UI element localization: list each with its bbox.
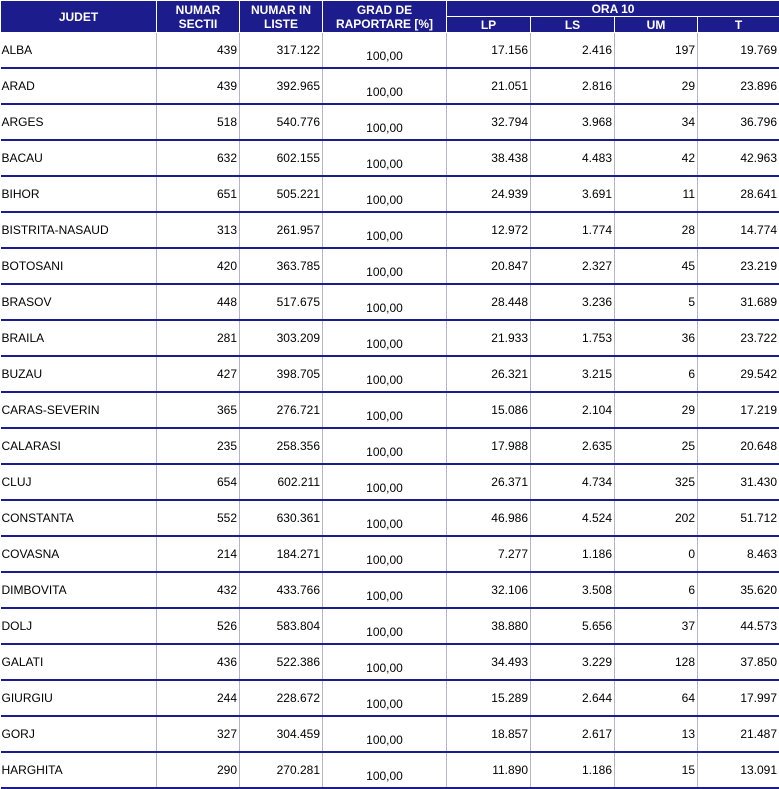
cell-lp: 21.051 [447, 68, 531, 104]
cell-grad-raportare: 100,00 [323, 680, 447, 716]
cell-lp: 38.438 [447, 140, 531, 176]
cell-t: 51.712 [698, 500, 779, 536]
cell-grad-raportare: 100,00 [323, 716, 447, 752]
cell-judet: CARAS-SEVERIN [1, 392, 157, 428]
cell-lp: 12.972 [447, 212, 531, 248]
cell-um: 37 [615, 608, 698, 644]
cell-lp: 11.890 [447, 752, 531, 788]
table-row [1, 33, 779, 69]
table-row [1, 428, 779, 464]
cell-ls: 4.483 [531, 140, 615, 176]
cell-grad-raportare: 100,00 [323, 104, 447, 140]
cell-lp: 26.321 [447, 356, 531, 392]
cell-ls: 1.186 [531, 536, 615, 572]
cell-grad-raportare: 100,00 [323, 33, 447, 69]
cell-judet: ARAD [1, 68, 157, 104]
cell-grad-raportare: 100,00 [323, 644, 447, 680]
table-row [1, 608, 779, 644]
cell-um: 6 [615, 572, 698, 608]
cell-judet: ALBA [1, 33, 157, 69]
cell-numar-sectii: 439 [157, 33, 240, 69]
cell-numar-sectii: 214 [157, 536, 240, 572]
cell-judet: BOTOSANI [1, 248, 157, 284]
cell-grad-raportare: 100,00 [323, 536, 447, 572]
table-row [1, 356, 779, 392]
cell-ls: 2.416 [531, 33, 615, 69]
cell-t: 42.963 [698, 140, 779, 176]
cell-numar-liste: 317.122 [240, 33, 323, 69]
cell-numar-liste: 304.459 [240, 716, 323, 752]
cell-numar-liste: 228.672 [240, 680, 323, 716]
cell-judet: GORJ [1, 716, 157, 752]
cell-numar-liste: 540.776 [240, 104, 323, 140]
cell-lp: 15.289 [447, 680, 531, 716]
cell-lp: 17.156 [447, 33, 531, 69]
cell-numar-sectii: 327 [157, 716, 240, 752]
cell-numar-sectii: 244 [157, 680, 240, 716]
cell-um: 6 [615, 356, 698, 392]
cell-lp: 26.371 [447, 464, 531, 500]
table-row [1, 644, 779, 680]
cell-um: 25 [615, 428, 698, 464]
cell-um: 45 [615, 248, 698, 284]
cell-judet: DIMBOVITA [1, 572, 157, 608]
cell-numar-sectii: 420 [157, 248, 240, 284]
cell-um: 11 [615, 176, 698, 212]
cell-grad-raportare: 100,00 [323, 68, 447, 104]
cell-um: 42 [615, 140, 698, 176]
cell-ls: 3.968 [531, 104, 615, 140]
table-row [1, 716, 779, 752]
cell-lp: 18.857 [447, 716, 531, 752]
cell-numar-sectii: 235 [157, 428, 240, 464]
table-row [1, 284, 779, 320]
cell-grad-raportare: 100,00 [323, 752, 447, 788]
header-ls: LS [531, 17, 615, 33]
cell-t: 31.689 [698, 284, 779, 320]
cell-ls: 1.186 [531, 752, 615, 788]
header-t: T [698, 17, 779, 33]
cell-judet: GALATI [1, 644, 157, 680]
cell-grad-raportare: 100,00 [323, 284, 447, 320]
cell-ls: 1.774 [531, 212, 615, 248]
table-row [1, 464, 779, 500]
cell-lp: 38.880 [447, 608, 531, 644]
cell-ls: 3.508 [531, 572, 615, 608]
cell-ls: 3.229 [531, 644, 615, 680]
cell-um: 13 [615, 716, 698, 752]
cell-numar-liste: 303.209 [240, 320, 323, 356]
cell-judet: CLUJ [1, 464, 157, 500]
table-row [1, 104, 779, 140]
cell-numar-sectii: 436 [157, 644, 240, 680]
cell-judet: BIHOR [1, 176, 157, 212]
cell-lp: 24.939 [447, 176, 531, 212]
cell-lp: 7.277 [447, 536, 531, 572]
cell-judet: CALARASI [1, 428, 157, 464]
cell-t: 36.796 [698, 104, 779, 140]
header-judet: JUDET [1, 1, 157, 33]
cell-judet: BRASOV [1, 284, 157, 320]
table-row [1, 392, 779, 428]
cell-ls: 2.816 [531, 68, 615, 104]
cell-t: 35.620 [698, 572, 779, 608]
cell-t: 28.641 [698, 176, 779, 212]
cell-t: 13.091 [698, 752, 779, 788]
cell-grad-raportare: 100,00 [323, 356, 447, 392]
cell-ls: 2.104 [531, 392, 615, 428]
cell-lp: 28.448 [447, 284, 531, 320]
cell-numar-liste: 602.211 [240, 464, 323, 500]
cell-ls: 5.656 [531, 608, 615, 644]
header-grad-raportare: GRAD DE RAPORTARE [%] [323, 1, 447, 33]
table-body [1, 33, 779, 789]
cell-numar-liste: 258.356 [240, 428, 323, 464]
cell-lp: 20.847 [447, 248, 531, 284]
cell-t: 19.769 [698, 33, 779, 69]
cell-lp: 34.493 [447, 644, 531, 680]
cell-t: 23.722 [698, 320, 779, 356]
cell-grad-raportare: 100,00 [323, 248, 447, 284]
cell-um: 202 [615, 500, 698, 536]
cell-t: 14.774 [698, 212, 779, 248]
cell-judet: HARGHITA [1, 752, 157, 788]
cell-grad-raportare: 100,00 [323, 212, 447, 248]
header-ora: ORA 10 [447, 1, 779, 17]
cell-um: 197 [615, 33, 698, 69]
cell-numar-sectii: 365 [157, 392, 240, 428]
cell-ls: 3.215 [531, 356, 615, 392]
cell-judet: CONSTANTA [1, 500, 157, 536]
table-row [1, 752, 779, 788]
table-row [1, 212, 779, 248]
header-numar-liste: NUMAR IN LISTE [240, 1, 323, 33]
cell-grad-raportare: 100,00 [323, 500, 447, 536]
cell-judet: COVASNA [1, 536, 157, 572]
cell-lp: 17.988 [447, 428, 531, 464]
cell-t: 23.896 [698, 68, 779, 104]
cell-grad-raportare: 100,00 [323, 320, 447, 356]
cell-um: 325 [615, 464, 698, 500]
cell-t: 23.219 [698, 248, 779, 284]
cell-numar-liste: 363.785 [240, 248, 323, 284]
cell-numar-sectii: 281 [157, 320, 240, 356]
table-row [1, 572, 779, 608]
cell-um: 5 [615, 284, 698, 320]
cell-numar-liste: 398.705 [240, 356, 323, 392]
cell-numar-liste: 602.155 [240, 140, 323, 176]
cell-numar-sectii: 654 [157, 464, 240, 500]
cell-grad-raportare: 100,00 [323, 572, 447, 608]
cell-t: 17.219 [698, 392, 779, 428]
cell-numar-liste: 505.221 [240, 176, 323, 212]
table-row [1, 68, 779, 104]
cell-ls: 2.327 [531, 248, 615, 284]
table-row [1, 248, 779, 284]
cell-um: 15 [615, 752, 698, 788]
cell-numar-sectii: 651 [157, 176, 240, 212]
table-row [1, 680, 779, 716]
cell-ls: 2.617 [531, 716, 615, 752]
cell-numar-sectii: 448 [157, 284, 240, 320]
table-row [1, 176, 779, 212]
cell-numar-sectii: 552 [157, 500, 240, 536]
table-header [1, 1, 779, 33]
cell-grad-raportare: 100,00 [323, 464, 447, 500]
cell-judet: BACAU [1, 140, 157, 176]
cell-judet: BISTRITA-NASAUD [1, 212, 157, 248]
cell-numar-sectii: 526 [157, 608, 240, 644]
cell-um: 0 [615, 536, 698, 572]
cell-t: 17.997 [698, 680, 779, 716]
cell-t: 31.430 [698, 464, 779, 500]
cell-um: 36 [615, 320, 698, 356]
cell-lp: 21.933 [447, 320, 531, 356]
cell-judet: GIURGIU [1, 680, 157, 716]
cell-lp: 15.086 [447, 392, 531, 428]
cell-numar-sectii: 432 [157, 572, 240, 608]
cell-lp: 32.106 [447, 572, 531, 608]
cell-numar-sectii: 427 [157, 356, 240, 392]
header-lp: LP [447, 17, 531, 33]
cell-grad-raportare: 100,00 [323, 140, 447, 176]
cell-um: 64 [615, 680, 698, 716]
cell-numar-liste: 433.766 [240, 572, 323, 608]
cell-t: 20.648 [698, 428, 779, 464]
table-row [1, 320, 779, 356]
cell-judet: ARGES [1, 104, 157, 140]
cell-t: 8.463 [698, 536, 779, 572]
cell-t: 37.850 [698, 644, 779, 680]
cell-numar-sectii: 439 [157, 68, 240, 104]
cell-grad-raportare: 100,00 [323, 392, 447, 428]
header-numar-sectii: NUMAR SECTII [157, 1, 240, 33]
cell-numar-liste: 630.361 [240, 500, 323, 536]
cell-lp: 32.794 [447, 104, 531, 140]
cell-ls: 3.236 [531, 284, 615, 320]
cell-judet: BRAILA [1, 320, 157, 356]
table-row [1, 140, 779, 176]
cell-numar-liste: 392.965 [240, 68, 323, 104]
cell-um: 28 [615, 212, 698, 248]
cell-um: 34 [615, 104, 698, 140]
cell-t: 21.487 [698, 716, 779, 752]
cell-um: 29 [615, 68, 698, 104]
cell-judet: BUZAU [1, 356, 157, 392]
cell-lp: 46.986 [447, 500, 531, 536]
cell-grad-raportare: 100,00 [323, 176, 447, 212]
cell-numar-liste: 184.271 [240, 536, 323, 572]
cell-t: 29.542 [698, 356, 779, 392]
cell-ls: 2.635 [531, 428, 615, 464]
cell-um: 29 [615, 392, 698, 428]
cell-numar-liste: 583.804 [240, 608, 323, 644]
cell-ls: 3.691 [531, 176, 615, 212]
cell-t: 44.573 [698, 608, 779, 644]
cell-ls: 1.753 [531, 320, 615, 356]
cell-numar-sectii: 313 [157, 212, 240, 248]
cell-numar-liste: 517.675 [240, 284, 323, 320]
cell-numar-liste: 522.386 [240, 644, 323, 680]
table-row [1, 536, 779, 572]
cell-ls: 4.734 [531, 464, 615, 500]
table-row [1, 500, 779, 536]
cell-grad-raportare: 100,00 [323, 428, 447, 464]
cell-um: 128 [615, 644, 698, 680]
cell-numar-liste: 276.721 [240, 392, 323, 428]
cell-judet: DOLJ [1, 608, 157, 644]
cell-numar-liste: 261.957 [240, 212, 323, 248]
cell-ls: 4.524 [531, 500, 615, 536]
cell-numar-sectii: 632 [157, 140, 240, 176]
cell-grad-raportare: 100,00 [323, 608, 447, 644]
cell-numar-sectii: 290 [157, 752, 240, 788]
cell-numar-sectii: 518 [157, 104, 240, 140]
header-um: UM [615, 17, 698, 33]
cell-numar-liste: 270.281 [240, 752, 323, 788]
cell-ls: 2.644 [531, 680, 615, 716]
